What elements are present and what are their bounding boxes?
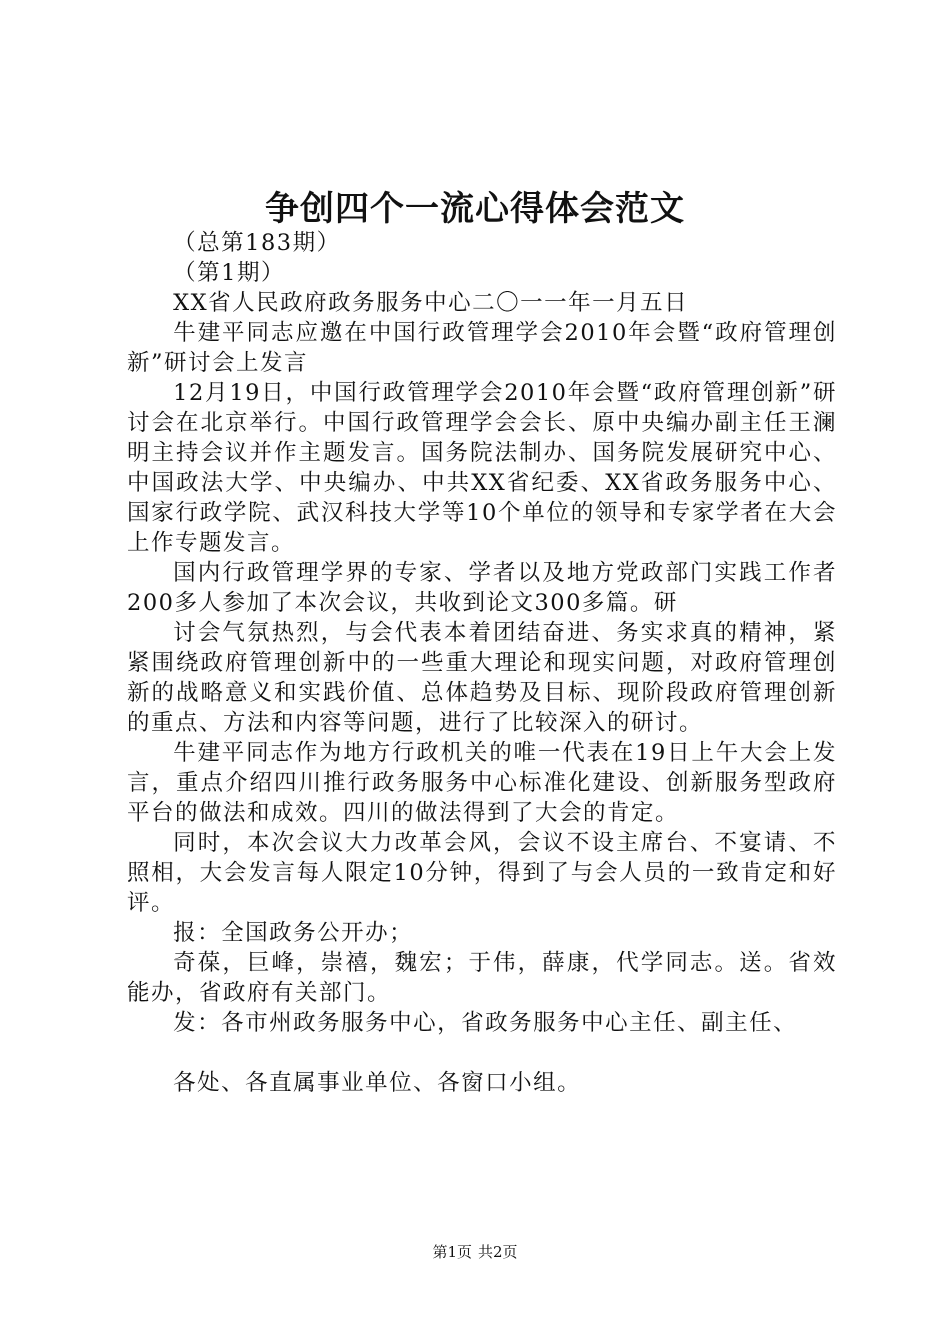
issue-total-number: （总第183期） bbox=[173, 230, 341, 256]
page-current: 第1页 bbox=[432, 1243, 472, 1261]
distribute-to-continuation: 各处、各直属事业单位、各窗口小组。 bbox=[173, 1070, 582, 1096]
page-total: 共2页 bbox=[478, 1243, 518, 1261]
body-paragraph: 国内行政管理学界的专家、学者以及地方党政部门实践工作者200多人参加了本次会议，共收到论文300多篇。研 bbox=[127, 560, 837, 616]
distribute-to-line: 发：各市州政务服务中心，省政务服务中心主任、副主任、 bbox=[173, 1010, 798, 1036]
body-paragraph: 同时，本次会议大力改革会风，会议不设主席台、不宴请、不照相，大会发言每人限定10分钟，得到了与会人员的一致肯定和好评。 bbox=[127, 830, 837, 916]
issuer-and-date: XX省人民政府政务服务中心二〇一一年一月五日 bbox=[173, 290, 689, 316]
document-body bbox=[127, 228, 837, 1098]
page-footer bbox=[0, 1242, 950, 1262]
report-to-line: 报：全国政务公开办； bbox=[173, 920, 414, 946]
body-paragraph: 讨会气氛热烈，与会代表本着团结奋进、务实求真的精神，紧紧围绕政府管理创新中的一些重大理论和现实问题，对政府管理创新的战略意义和实践价值、总体趋势及目标、现阶段政府管理创新的重点、方法和内容等问题，进行了比较深入的研讨。 bbox=[127, 620, 837, 736]
headline-paragraph: 牛建平同志应邀在中国行政管理学会2010年会暨“政府管理创新”研讨会上发言 bbox=[127, 320, 837, 376]
document-title: 争创四个一流心得体会范文 bbox=[265, 189, 685, 229]
body-paragraph: 牛建平同志作为地方行政机关的唯一代表在19日上午大会上发言，重点介绍四川推行政务服务中心标准化建设、创新服务型政府平台的做法和成效。四川的做法得到了大会的肯定。 bbox=[127, 740, 837, 826]
send-to-line: 奇葆，巨峰，崇禧，魏宏；于伟，薛康，代学同志。送。省效能办，省政府有关部门。 bbox=[127, 950, 837, 1006]
issue-number: （第1期） bbox=[173, 260, 285, 286]
body-paragraph: 12月19日，中国行政管理学会2010年会暨“政府管理创新”研讨会在北京举行。中国行政管理学会会长、原中央编办副主任王澜明主持会议并作主题发言。国务院法制办、国务院发展研究中心、中国政法大学、中央编办、中共XX省纪委、XX省政务服务中心、国家行政学院、武汉科技大学等10个单位的领导和专家学者在大会上作专题发言。 bbox=[127, 380, 837, 556]
